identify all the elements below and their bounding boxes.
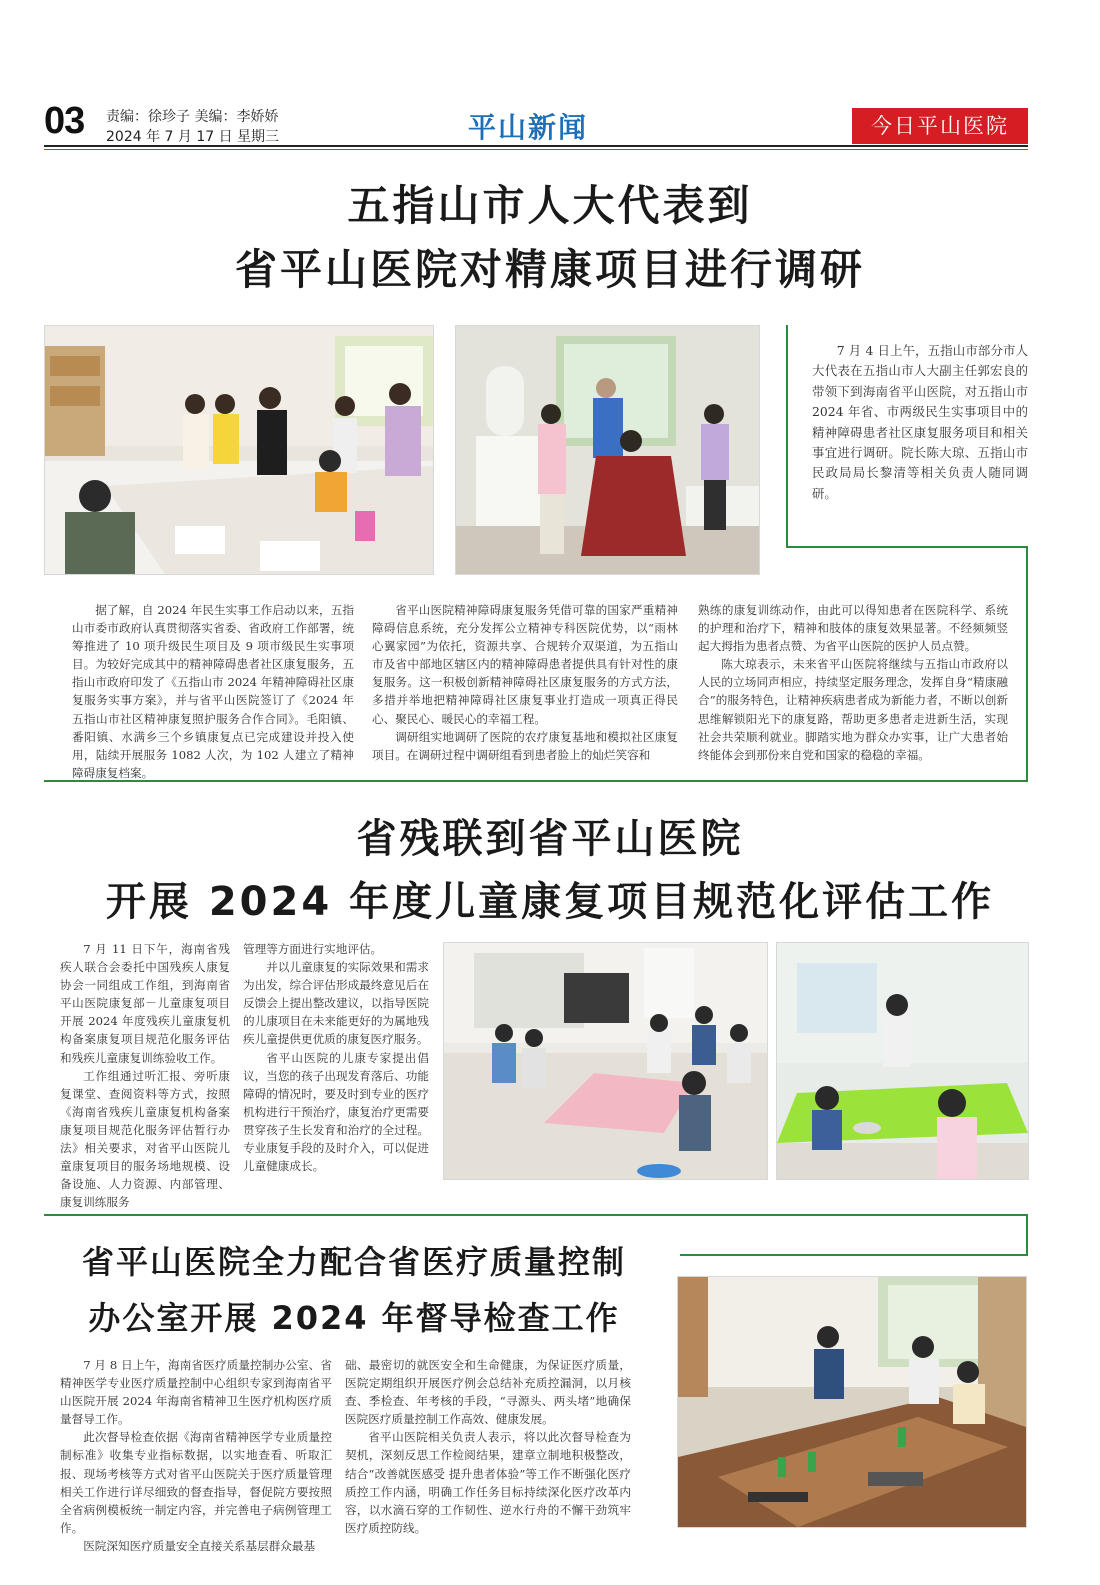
- callout-border-left: [786, 325, 788, 547]
- column-tag: 今日平山医院: [852, 108, 1028, 144]
- article2-headline-line2: 开展 2024 年度儿童康复项目规范化评估工作: [105, 879, 995, 925]
- photo-evaluation-meeting: [443, 942, 768, 1180]
- article1-column-3: 熟练的康复训练动作，由此可以得知患者在医院科学、系统的护理和治疗下，精神和肢体的康复效果显著。不经频频竖起大拇指为患者点赞、为省平山医院的医护人员点赞。 陈大琼表示，未来省平山医院将继续与五指山市政府以人民的立场同声相应，持续坚定服务理念，发挥自身“精康融合”的服务特色，让精神疾病患者成为新能力者，不断以创新思维解锁阳光下的康复路，帮助更多患者走进新生活，实现社会共荣顺利就业。脚踏实地为群众办实事，让广大患者始终能体会到那份来自党和国家的稳稳的幸福。: [698, 603, 1008, 762]
- article1-frame-right: [1026, 546, 1028, 782]
- article3-column-1: 7 月 8 日上午，海南省医疗质量控制办公室、省精神医学专业医疗质量控制中心组织专家到海南省平山医院开展 2024 年海南省精神卫生医疗机构医疗质量督导工作。 此次督导检查依据《海南省精神医学专业质量控制标准》收集专业指标数据，以实地查看、听取汇报、现场考核等方式对省平山医院关于医疗质量管理相关工作进行详尽细致的督查指导，督促院方要按照全省病例模板统一制定内容，并完善电子病例管理工作。 医院深知医疗质量安全直接关系基层群众最基: [60, 1358, 332, 1553]
- callout-border-bottom: [786, 546, 1028, 548]
- article3-headline-line2: 办公室开展 2024 年督导检查工作: [88, 1299, 620, 1337]
- article3-frame-inner: [680, 1254, 1028, 1256]
- issue-date: 2024 年 7 月 17 日 星期三: [106, 129, 280, 145]
- photo-child-rehab: [776, 942, 1029, 1180]
- section-title: 平山新闻: [468, 111, 589, 144]
- photo-inspection-meeting: [677, 1276, 1027, 1528]
- masthead-rule: [44, 145, 1028, 147]
- article2-column-1: 7 月 11 日下午，海南省残疾人联合会委托中国残疾人康复协会一同组成工作组，到海南省平山医院康复部－儿童康复项目开展 2024 年度残疾儿童康复机构备案康复项目规范化服务评估和残疾儿童康复训练验收工作。 工作组通过听汇报、旁听康复课堂、查阅资料等方式，按照《海南省残疾儿童康复机构备案康复项目规范化服务评估暂行办法》相关要求，对省平山医院儿童康复项目的服务场地规模、设备设施、人力资源、内部管理、康复训练服务: [60, 942, 230, 1210]
- article2-column-2: 管理等方面进行实地评估。 并以儿童康复的实际效果和需求为出发，综合评估形成最终意见后在反馈会上提出整改建议，以指导医院的儿康项目在未来能更好的为属地残疾儿童提供更优质的康复医疗服务。 省平山医院的儿康专家提出倡议，当您的孩子出现发育落后、功能障碍的情况时，要及时到专业的医疗机构进行干预治疗，康复治疗更需要贯穿孩子生长发育和治疗的全过程。专业康复手段的及时介入，可以促进儿童健康成长。: [243, 942, 429, 1174]
- article3-frame-right: [1026, 1214, 1028, 1256]
- article3-column-2: 础、最密切的就医安全和生命健康，为保证医疗质量，医院定期组织开展医疗例会总结补充质控漏洞，以月核查、季检查、年考核的手段，“寻源头、两头堵”地确保医院医疗质量控制工作高效、健康发展。 省平山医院相关负责人表示，将以此次督导检查为契机，深刻反思工作检阅结果，建章立制地积极整改，结合“改善就医感受 提升患者体验”等工作不断强化医疗质控工作内涵，明确工作任务目标持续深化医疗改革内容，以水滴石穿的工作韧性、逆水行舟的不懈干劲筑牢医疗质控防线。: [345, 1358, 631, 1535]
- page-number: 03: [44, 100, 85, 142]
- editor-credit: 责编：徐珍子 美编：李娇娇: [106, 109, 279, 125]
- article1-headline-line2: 省平山医院对精康项目进行调研: [234, 245, 865, 294]
- masthead-rule-blue: [44, 149, 1028, 150]
- article1-lead: 7 月 4 日上午，五指山市部分市人大代表在五指山市人大副主任郭宏良的带领下到海南省平山医院，对五指山市 2024 年省、市两级民生实事项目中的精神障碍患者社区康复服务项目和相关事宜进行调研。院长陈大琼、五指山市民政局局长黎清等相关负责人随同调研。: [812, 343, 1028, 501]
- article1-headline-line1: 五指山市人大代表到: [347, 181, 753, 230]
- photo-haircut-service: [455, 325, 760, 575]
- article3-headline-line1: 省平山医院全力配合省医疗质量控制: [81, 1243, 626, 1281]
- photo-delegates-classroom: [44, 325, 434, 575]
- article1-column-2: 省平山医院精神障碍康复服务凭借可靠的国家严重精神障碍信息系统，充分发挥公立精神专科医院优势，以“雨林心翼家园”为依托，资源共享、合规转介双渠道，为五指山市及省中部地区辖区内的精神障碍患者提供具有针对性的康复服务。这一积极创新精神障碍社区康复服务的方式方法，多措并举地把精神障碍社区康复事业打造成一项真正得民心、聚民心、暖民心的幸福工程。 调研组实地调研了医院的农疗康复基地和模拟社区康复项目。在调研过程中调研组看到患者脸上的灿烂笑容和: [372, 603, 678, 762]
- article3-frame-top: [44, 1214, 1028, 1216]
- article1-column-1: 据了解，自 2024 年民生实事工作启动以来，五指山市委市政府认真贯彻落实省委、省政府工作部署，统筹推进了 10 项升级民生项目及 9 项市级民生实事项目。为较好完成其中的精神障碍患者社区康复服务，五指山市政府印发了《五指山市 2024 年精神障碍社区康复服务实事方案》，并与省平山医院签订了《2024 年五指山市社区精神康复照护服务合作合同》。毛阳镇、番阳镇、水满乡三个乡镇康复点已完成建设并投入使用，陆续开展服务 1082 人次，为 102 人建立了精神障碍康复档案。: [72, 603, 354, 780]
- article2-headline-line1: 省残联到省平山医院: [356, 816, 744, 862]
